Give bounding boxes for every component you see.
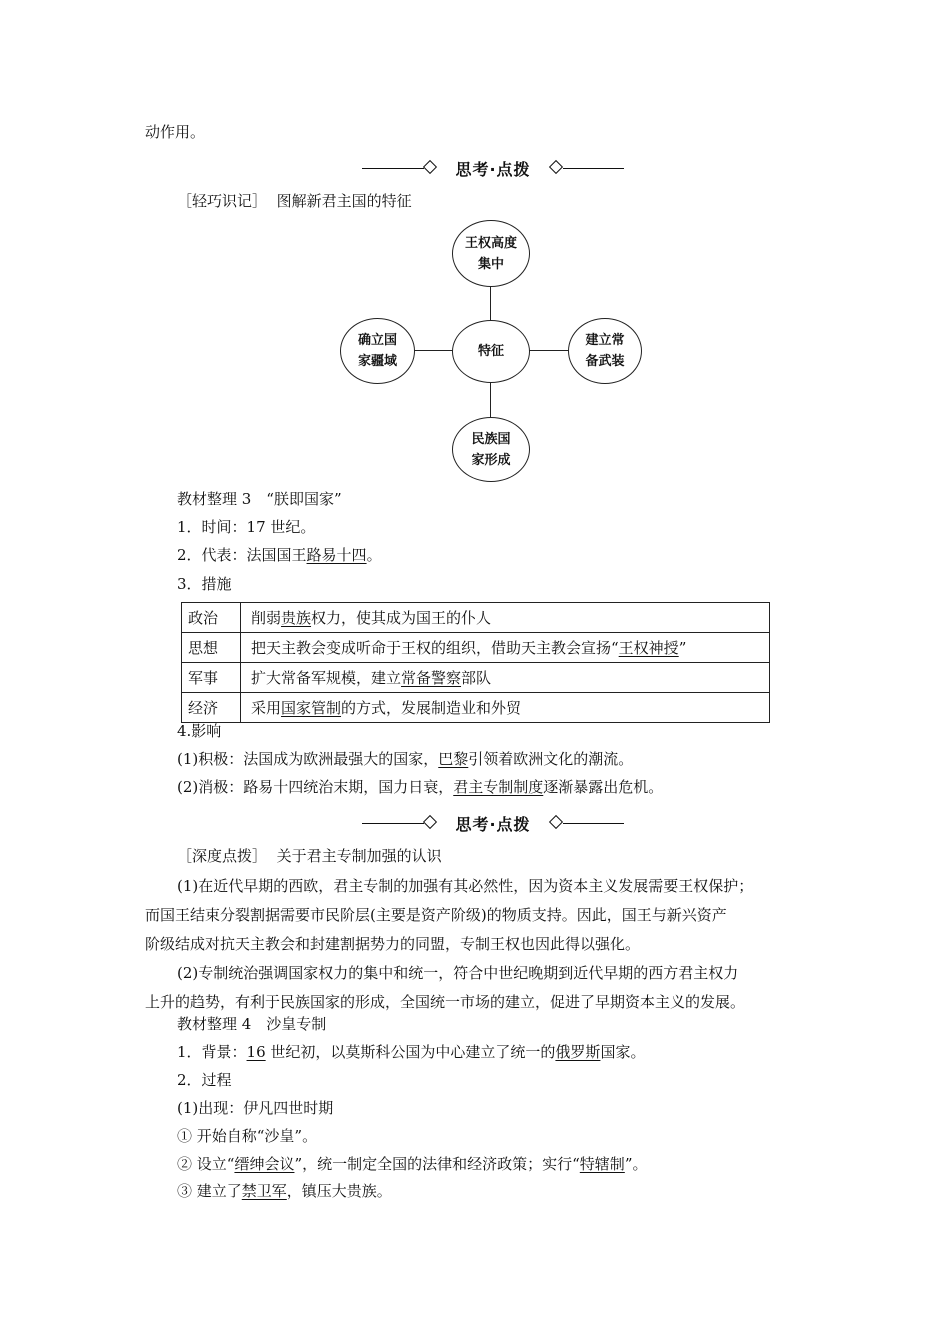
step-keyword: 特辖制 <box>579 1155 625 1173</box>
section3-heading: 教材整理 3 “朕即国家” <box>177 490 342 508</box>
time-value: 17 世纪。 <box>246 518 316 536</box>
row-value <box>241 663 770 693</box>
row-text: 权力，使其成为国王的仆人 <box>311 609 492 627</box>
row-key: 经济 <box>182 693 241 723</box>
section4-step2 <box>177 1153 647 1175</box>
node-bottom-line2: 家形成 <box>471 452 511 468</box>
node-left <box>340 318 415 384</box>
node-bottom-line1: 民族国 <box>471 431 511 447</box>
row-text: 削弱 <box>251 609 282 627</box>
node-center-label: 特征 <box>477 344 504 359</box>
deep-p1-line2: 而国王结束分裂割据需要市民阶层(主要是资产阶级)的物质支持。因此，国王与新兴资产 <box>145 906 727 924</box>
connector-left <box>413 350 453 351</box>
mnemonic-title: 图解新君主国的特征 <box>276 192 412 210</box>
rep-label: 2．代表：法国国王 <box>177 546 307 564</box>
table-row <box>182 663 770 693</box>
deep-title: 关于君主专制加强的认识 <box>276 847 442 865</box>
intro-tail: 动作用。 <box>145 123 206 141</box>
node-left-line2: 家疆域 <box>357 354 397 369</box>
deep-tag: ［深度点拨］ <box>177 847 268 865</box>
think-header-text: 思考·点拨 <box>455 160 531 179</box>
deep-p1-line1: (1)在近代早期的西欧，君主专制的加强有其必然性，因为资本主义发展需要王权保护； <box>177 877 754 895</box>
row-value <box>241 603 770 633</box>
connector-right <box>528 350 568 351</box>
section3-rep <box>177 544 382 566</box>
section4-heading: 教材整理 4 沙皇专制 <box>177 1015 327 1033</box>
think-header-text: 思考·点拨 <box>455 815 531 834</box>
impact-title: 4.影响 <box>177 722 222 740</box>
node-left-line1: 确立国 <box>357 333 397 348</box>
deep-p2-line1: (2)专制统治强调国家权力的集中和统一，符合中世纪晚期到近代早期的西方君主权力 <box>177 964 739 982</box>
node-bottom <box>452 417 530 482</box>
table-row <box>182 633 770 663</box>
step-keyword: 禁卫军 <box>241 1182 287 1200</box>
node-top-line1: 王权高度 <box>464 235 517 251</box>
node-top <box>452 220 530 287</box>
mnemonic-line <box>177 190 412 212</box>
node-right-line2: 备武装 <box>585 354 625 369</box>
row-text: 把天主教会变成听命于王权的组织，借助天主教会宣扬“ <box>251 639 619 657</box>
impact-negative <box>177 776 663 798</box>
section4-emerge: (1)出现：伊凡四世时期 <box>177 1099 334 1117</box>
section3-measures-title: 3．措施 <box>177 575 232 593</box>
deep-line <box>177 845 442 867</box>
row-key: 政治 <box>182 603 241 633</box>
impact-positive <box>177 748 633 770</box>
row-value <box>241 633 770 663</box>
connector-top <box>490 285 491 321</box>
node-right <box>568 318 642 384</box>
rep-suffix: 。 <box>366 546 382 564</box>
row-text: ” <box>678 639 687 657</box>
row-keyword: 贵族 <box>281 609 312 627</box>
step-text: ”。 <box>624 1155 648 1173</box>
impact-text: (2)消极：路易十四统治末期，国力日衰， <box>177 778 454 796</box>
think-header <box>362 812 624 834</box>
node-center <box>452 320 530 383</box>
bg-text: 国家。 <box>600 1043 646 1061</box>
section3-time <box>177 516 315 538</box>
table-row <box>182 603 770 633</box>
impact-text: (1)积极：法国成为欧洲最强大的国家， <box>177 750 439 768</box>
impact-keyword: 巴黎 <box>438 750 469 768</box>
row-text: 部队 <box>461 669 492 687</box>
table-row <box>182 693 770 723</box>
mnemonic-tag: ［轻巧识记］ <box>177 192 268 210</box>
row-keyword: 国家管制 <box>281 699 342 717</box>
step-text: ② 设立“ <box>177 1155 235 1173</box>
bg-keyword: 俄罗斯 <box>555 1043 601 1061</box>
step-keyword: 缙绅会议 <box>234 1155 295 1173</box>
row-key: 军事 <box>182 663 241 693</box>
deep-p2-line2: 上升的趋势，有利于民族国家的形成，全国统一市场的建立，促进了早期资本主义的发展。 <box>145 993 746 1011</box>
section4-process: 2．过程 <box>177 1071 232 1089</box>
section4-background <box>177 1041 645 1063</box>
row-keyword: 王权神授 <box>618 639 679 657</box>
bg-text: 世纪初，以莫斯科公国为中心建立了统一的 <box>265 1043 556 1061</box>
step-text: ，镇压大贵族。 <box>286 1182 392 1200</box>
connector-bottom <box>490 381 491 418</box>
bg-keyword: 16 <box>246 1043 266 1061</box>
deep-p1-line3: 阶级结成对抗天主教会和封建割据势力的同盟，专制王权也因此得以强化。 <box>145 935 641 953</box>
row-key: 思想 <box>182 633 241 663</box>
row-value <box>241 693 770 723</box>
step-text: ”，统一制定全国的法律和经济政策；实行“ <box>294 1155 580 1173</box>
rep-name: 路易十四 <box>306 546 367 564</box>
impact-keyword: 君主专制制度 <box>453 778 544 796</box>
row-text: 采用 <box>251 699 282 717</box>
row-text: 的方式，发展制造业和外贸 <box>341 699 522 717</box>
think-header <box>362 157 624 179</box>
step-text: ③ 建立了 <box>177 1182 242 1200</box>
section4-step1: ① 开始自称“沙皇”。 <box>177 1127 318 1145</box>
node-right-line1: 建立常 <box>585 333 625 348</box>
impact-text: 逐渐暴露出危机。 <box>543 778 664 796</box>
row-keyword: 常备警察 <box>401 669 462 687</box>
row-text: 扩大常备军规模，建立 <box>251 669 402 687</box>
time-label: 1．时间： <box>177 518 247 536</box>
bg-label: 1．背景： <box>177 1043 247 1061</box>
section4-step3 <box>177 1180 392 1202</box>
measures-table <box>181 602 770 723</box>
impact-text: 引领着欧洲文化的潮流。 <box>468 750 634 768</box>
node-top-line2: 集中 <box>477 256 504 272</box>
